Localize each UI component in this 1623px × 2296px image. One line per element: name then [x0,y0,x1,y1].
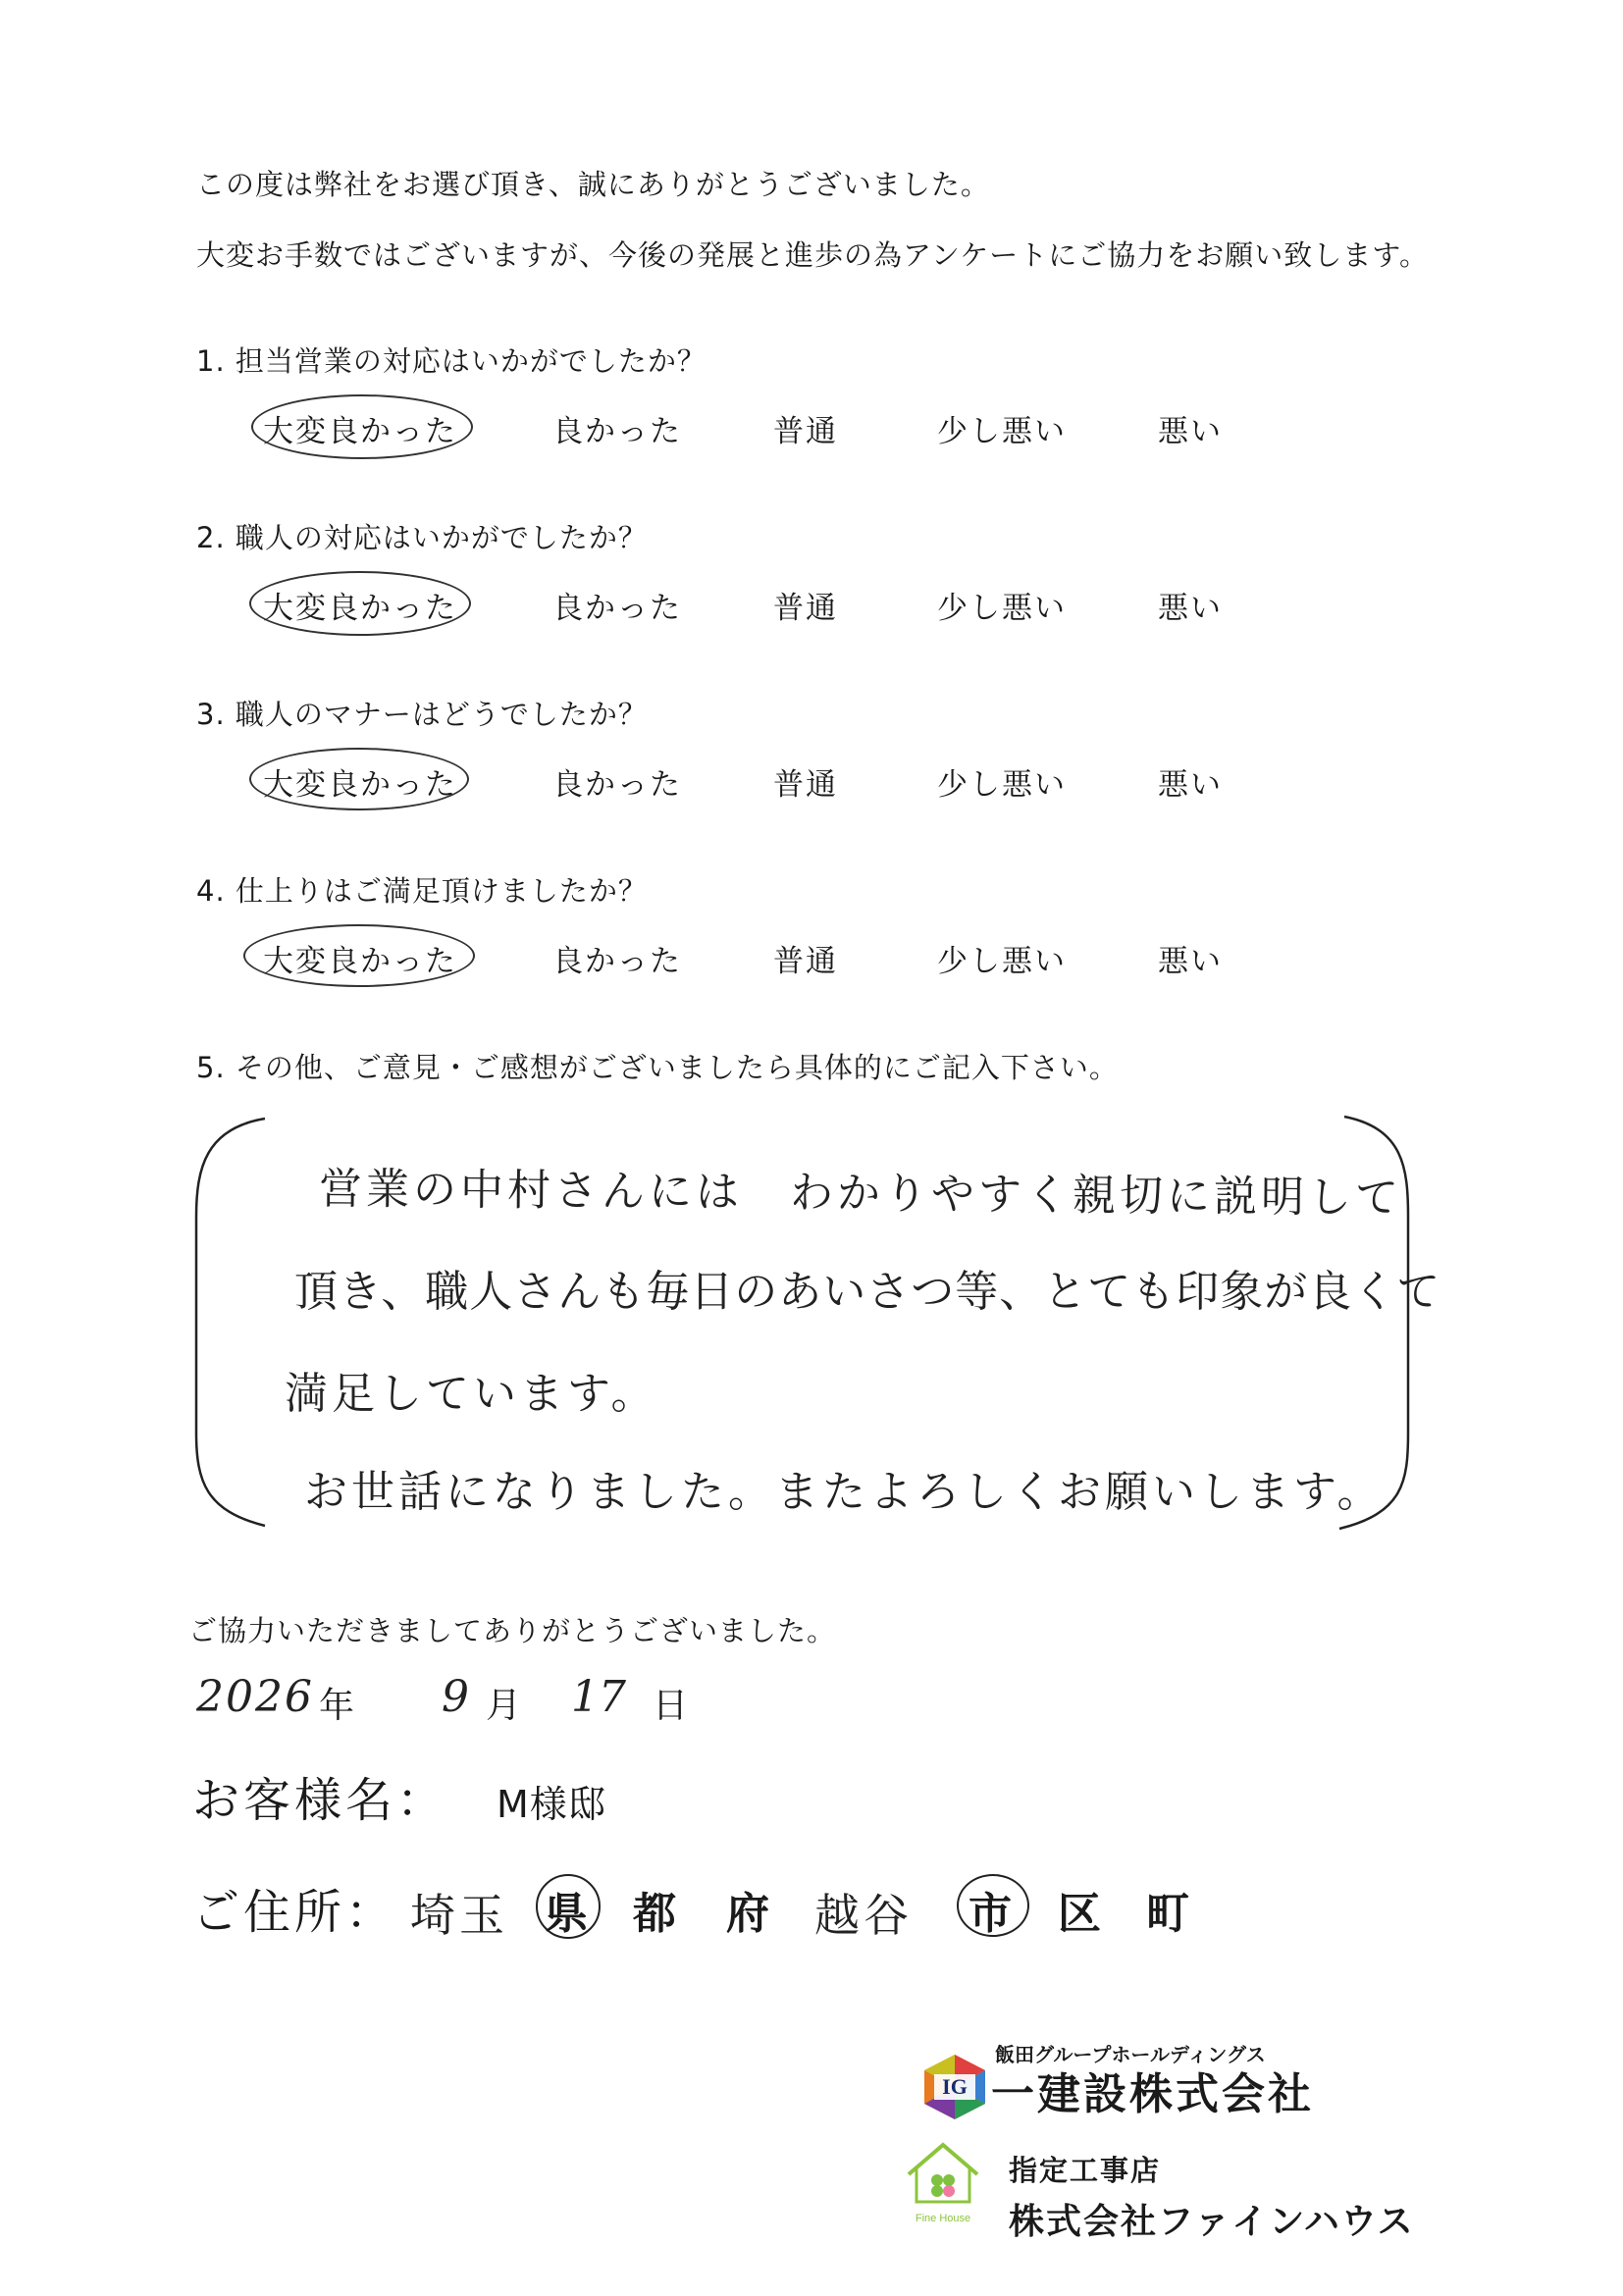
fine-house-logo-icon [903,2139,983,2229]
address-ku-option[interactable]: 区 [1058,1889,1103,1939]
date-year-value[interactable]: 2026 [196,1672,314,1722]
q1-option-bad[interactable]: 悪い [1158,414,1223,449]
date-day-value[interactable]: 17 [571,1672,626,1722]
date-year-unit: 年 [319,1686,355,1726]
comment-line-2: 頂き、職人さんも毎日のあいさつ等、とても印象が良くて [294,1267,1441,1317]
q2-option-bad[interactable]: 悪い [1158,591,1223,626]
question-4-label: 4. 仕上りはご満足頂けましたか？ [196,874,648,908]
question-1-label: 1. 担当営業の対応はいかがでしたか？ [196,344,707,378]
date-day-unit: 日 [653,1686,689,1726]
address-fu-option[interactable]: 府 [726,1889,771,1939]
group-name: 飯田グループホールディングス [995,2043,1266,2066]
question-2-label: 2. 職人の対応はいかがでしたか？ [196,521,648,554]
q1-option-good[interactable]: 良かった [552,414,682,449]
address-label: ご住所： [192,1885,397,1940]
q2-option-good[interactable]: 良かった [552,591,682,626]
address-to-option[interactable]: 都 [633,1889,678,1939]
q4-option-good[interactable]: 良かった [552,944,682,979]
q2-option-slightly-bad[interactable]: 少し悪い [937,591,1067,626]
company-name: 一建設株式会社 [991,2069,1314,2119]
q1-option-slightly-bad[interactable]: 少し悪い [937,414,1067,449]
q3-option-normal[interactable]: 普通 [773,767,838,803]
date-month-value[interactable]: 9 [442,1672,469,1722]
comment-line-4: お世話になりました。またよろしくお願いします。 [304,1467,1385,1517]
customer-name-value[interactable]: M様邸 [497,1783,606,1826]
q1-option-very-good[interactable]: 大変良かった [263,414,457,449]
intro-line-2: 大変お手数ではございますが、今後の発展と進歩の為アンケートにご協力をお願い致します。 [196,238,1429,272]
q4-option-slightly-bad[interactable]: 少し悪い [937,944,1067,979]
fine-house-logo-text: Fine House [915,2213,971,2224]
address-city-value[interactable]: 越谷 [814,1889,913,1942]
designated-contractor-label: 指定工事店 [1009,2154,1162,2187]
q3-option-good[interactable]: 良かった [552,767,682,803]
q3-option-bad[interactable]: 悪い [1158,767,1223,803]
address-prefecture-value[interactable]: 埼玉 [410,1889,508,1942]
q3-option-very-good[interactable]: 大変良かった [263,767,457,803]
q1-option-normal[interactable]: 普通 [773,414,838,449]
customer-name-label: お客様名： [192,1773,448,1828]
q4-option-very-good[interactable]: 大変良かった [263,944,457,979]
address-shi-option[interactable]: 市 [969,1889,1014,1939]
thanks-text: ご協力いただきましてありがとうございました。 [188,1614,837,1647]
q4-option-bad[interactable]: 悪い [1158,944,1223,979]
date-month-unit: 月 [486,1686,522,1726]
question-5-label: 5. その他、ご意見・ご感想がございましたら具体的にご記入下さい。 [196,1051,1119,1084]
comment-line-3: 満足しています。 [285,1369,658,1419]
q3-option-slightly-bad[interactable]: 少し悪い [937,767,1067,803]
q2-option-normal[interactable]: 普通 [773,591,838,626]
intro-line-1: この度は弊社をお選び頂き、誠にありがとうございました。 [196,168,990,201]
ig-logo-text: IG [942,2074,968,2099]
question-3-label: 3. 職人のマナーはどうでしたか？ [196,698,648,731]
address-ken-option[interactable]: 県 [545,1889,590,1939]
address-machi-option[interactable]: 町 [1146,1889,1191,1939]
comment-line-1: 営業の中村さんには わかりやすく親切に説明して [318,1164,1403,1224]
q2-option-very-good[interactable]: 大変良かった [263,591,457,626]
shop-name: 株式会社ファインハウス [1009,2202,1415,2242]
q4-option-normal[interactable]: 普通 [773,944,838,979]
ig-logo-icon [920,2053,989,2121]
